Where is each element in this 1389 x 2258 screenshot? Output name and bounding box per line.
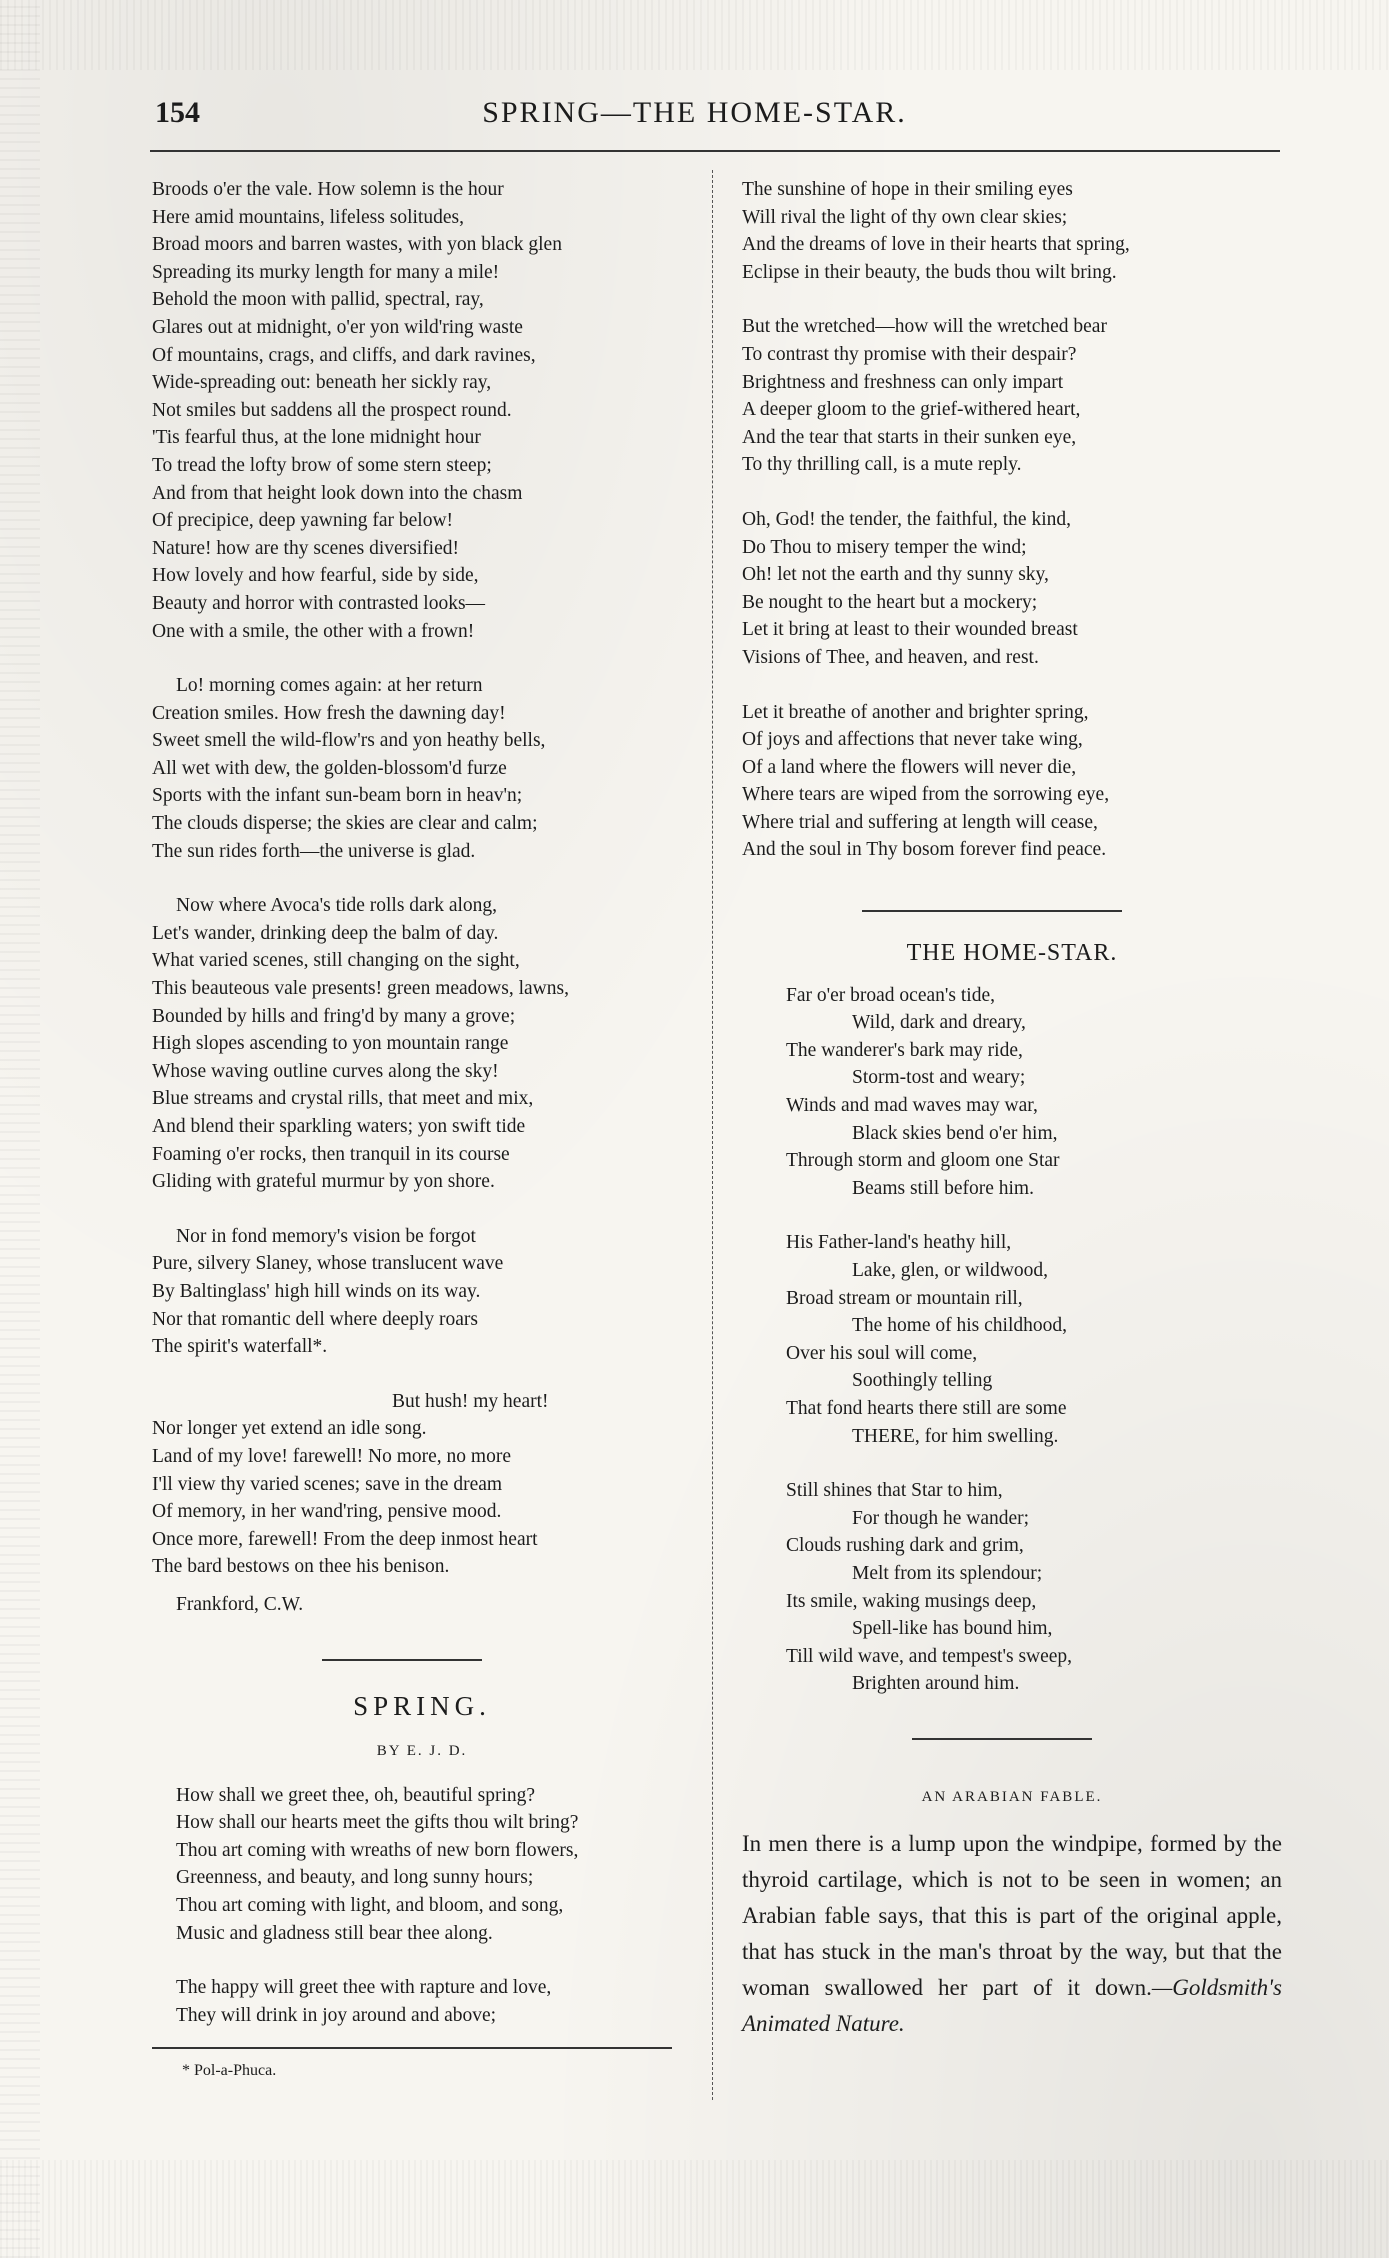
- poem-line: Brighten around him.: [852, 1673, 1020, 1695]
- poem-line: By Baltinglass' high hill winds on its way.: [152, 1280, 481, 1302]
- poem-stanza: [152, 892, 692, 1196]
- scan-noise-left: [0, 0, 40, 2258]
- poem-line: Spreading its murky length for many a mile!: [152, 261, 500, 283]
- poem-line: I'll view thy varied scenes; save in the dream: [152, 1473, 503, 1495]
- section-rule: [322, 1659, 482, 1661]
- poem-line: Broods o'er the vale. How solemn is the hour: [152, 179, 504, 200]
- poem-line: Of precipice, deep yawning far below!: [152, 510, 454, 532]
- poem-line: Creation smiles. How fresh the dawning day!: [152, 702, 506, 724]
- poem-line: The happy will greet thee with rapture and love,: [176, 1977, 552, 1999]
- poem-line: Of a land where the flowers will never die,: [742, 756, 1077, 778]
- poem-line: And the tear that starts in their sunken eye,: [742, 426, 1077, 448]
- poem-line: And from that height look down into the chasm: [152, 482, 523, 504]
- poem-stanza: [742, 506, 1282, 672]
- poem-line: Blue streams and crystal rills, that meet and mix,: [152, 1088, 534, 1110]
- poem-line: Of joys and affections that never take wing,: [742, 729, 1083, 751]
- poem-line: Clouds rushing dark and grim,: [786, 1535, 1024, 1557]
- poem-line: This beauteous vale presents! green meadows, lawns,: [152, 978, 569, 1000]
- poem-stanza: [152, 1974, 692, 2029]
- poem-line: Nor in fond memory's vision be forgot: [176, 1225, 476, 1247]
- poem-line: Glares out at midnight, o'er yon wild'ring waste: [152, 316, 523, 338]
- poem-line: His Father-land's heathy hill,: [786, 1232, 1012, 1254]
- poem-line: Let it breathe of another and brighter spring,: [742, 701, 1089, 723]
- poem-line: The clouds disperse; the skies are clear and calm;: [152, 813, 538, 835]
- poem-line: Whose waving outline curves along the sky!: [152, 1060, 499, 1082]
- poem-line: One with a smile, the other with a frown!: [152, 620, 475, 642]
- poem-line: To tread the lofty brow of some stern steep;: [152, 454, 492, 476]
- poem-line: Where tears are wiped from the sorrowing eye,: [742, 784, 1110, 806]
- column-divider: [712, 170, 713, 2100]
- poem-line: And blend their sparkling waters; yon swift tide: [152, 1116, 526, 1137]
- poem-line: The sun rides forth—the universe is glad.: [152, 840, 476, 862]
- fable-source: —Goldsmith's Animated Nature.: [742, 1974, 1282, 2036]
- poem-line: Oh! let not the earth and thy sunny sky,: [742, 564, 1049, 586]
- poem-line: Nature! how are thy scenes diversified!: [152, 537, 460, 559]
- poem-line: Through storm and gloom one Star: [786, 1150, 1060, 1172]
- poem-line: Storm-tost and weary;: [852, 1067, 1026, 1089]
- poem-line: Sports with the infant sun-beam born in heav'n;: [152, 785, 523, 807]
- poem-line: Brightness and freshness can only impart: [742, 371, 1064, 393]
- poem-line: Oh, God! the tender, the faithful, the kind,: [742, 508, 1072, 530]
- poem-line: But hush! my heart!: [392, 1390, 549, 1412]
- poem-line: Once more, farewell! From the deep inmost heart: [152, 1528, 538, 1550]
- poem-stanza: [742, 313, 1282, 479]
- section-rule: [862, 910, 1122, 912]
- poem-line: Winds and mad waves may war,: [786, 1095, 1038, 1117]
- poem-stanza: [152, 176, 692, 645]
- poem-line: Not smiles but saddens all the prospect round.: [152, 399, 512, 421]
- fable-title: AN ARABIAN FABLE.: [921, 1788, 1103, 1805]
- poem-line: Let it bring at least to their wounded breast: [742, 619, 1078, 641]
- poem-line: Visions of Thee, and heaven, and rest.: [742, 646, 1039, 668]
- poem-line: Melt from its splendour;: [852, 1562, 1043, 1584]
- poem-stanza: [742, 1229, 1282, 1450]
- poem-line: And the dreams of love in their hearts that spring,: [742, 234, 1130, 256]
- poem-line: Beams still before him.: [852, 1177, 1034, 1199]
- poem-line: To thy thrilling call, is a mute reply.: [742, 454, 1022, 476]
- poem-byline: BY E. J. D.: [376, 1743, 468, 1760]
- poem-line: Broad stream or mountain rill,: [786, 1287, 1023, 1309]
- poem-line: That fond hearts there still are some: [786, 1397, 1067, 1419]
- poem-line: Foaming o'er rocks, then tranquil in its course: [152, 1143, 510, 1165]
- poem-line: Spell-like has bound him,: [852, 1618, 1053, 1640]
- poem-stanza: [152, 1388, 692, 1619]
- poem-line: Where trial and suffering at length will cease,: [742, 811, 1098, 833]
- poem-line: For though he wander;: [852, 1507, 1030, 1529]
- poem-line: Gliding with grateful murmur by yon shore.: [152, 1171, 495, 1193]
- poem-line: Thou art coming with light, and bloom, and song,: [176, 1895, 564, 1917]
- poem-signature: Frankford, C.W.: [176, 1593, 304, 1615]
- left-column: [152, 176, 692, 2085]
- poem-line: Music and gladness still bear thee along.: [176, 1922, 493, 1944]
- fable-paragraph: [742, 1826, 1282, 2042]
- fable-text: In men there is a lump upon the windpipe, formed by the thyroid cartilage, which is not to be seen in women; an Arabian fable says, that this is part of the original apple, that has stuck in the man's throat by the way, but that the woman swallowed her part of it down.: [742, 1830, 1282, 2000]
- poem-line: A deeper gloom to the grief-withered heart,: [742, 399, 1081, 421]
- footnote-rule: [152, 2047, 672, 2049]
- page-number: 154: [155, 96, 200, 129]
- poem-line: Greenness, and beauty, and long sunny hours;: [176, 1867, 534, 1889]
- poem-line: Of mountains, crags, and cliffs, and dark ravines,: [152, 344, 536, 366]
- poem-stanza: [742, 176, 1282, 286]
- section-rule: [912, 1738, 1092, 1740]
- poem-line: Wide-spreading out: beneath her sickly ray,: [152, 372, 492, 394]
- poem-line: But the wretched—how will the wretched bear: [742, 316, 1107, 338]
- poem-line: Bounded by hills and fring'd by many a grove;: [152, 1005, 516, 1027]
- running-title: SPRING—THE HOME-STAR.: [482, 96, 907, 129]
- poem-stanza: [152, 1782, 692, 1948]
- poem-line: Let's wander, drinking deep the balm of day.: [152, 922, 499, 944]
- poem-line: Lo! morning comes again: at her return: [176, 675, 483, 697]
- poem-line: The spirit's waterfall*.: [152, 1336, 328, 1358]
- poem-line: Sweet smell the wild-flow'rs and yon heathy bells,: [152, 730, 546, 752]
- poem-stanza: [742, 699, 1282, 865]
- scan-noise-top: [0, 0, 1389, 70]
- footnote: * Pol-a-Phuca.: [182, 2062, 277, 2080]
- poem-line: Black skies bend o'er him,: [852, 1122, 1058, 1144]
- poem-line: Over his soul will come,: [786, 1342, 978, 1364]
- poem-title-home-star: THE HOME-STAR.: [906, 940, 1118, 967]
- poem-line: Its smile, waking musings deep,: [786, 1590, 1037, 1612]
- right-column: [742, 176, 1282, 2042]
- poem-line: Wild, dark and dreary,: [852, 1012, 1026, 1034]
- poem-line: The sunshine of hope in their smiling eyes: [742, 179, 1073, 200]
- poem-line: How shall our hearts meet the gifts thou wilt bring?: [176, 1812, 579, 1834]
- poem-line: THERE, for him swelling.: [852, 1425, 1059, 1447]
- poem-line: Do Thou to misery temper the wind;: [742, 536, 1027, 558]
- poem-title-spring: SPRING.: [353, 1690, 491, 1721]
- poem-line: The bard bestows on thee his benison.: [152, 1556, 450, 1578]
- poem-line: Nor that romantic dell where deeply roars: [152, 1308, 478, 1330]
- poem-line: Broad moors and barren wastes, with yon black glen: [152, 234, 562, 256]
- header-rule: [150, 150, 1280, 152]
- poem-line: How lovely and how fearful, side by side,: [152, 565, 479, 587]
- poem-line: Soothingly telling: [852, 1370, 993, 1392]
- poem-line: Eclipse in their beauty, the buds thou wilt bring.: [742, 261, 1117, 283]
- poem-line: What varied scenes, still changing on the sight,: [152, 950, 520, 972]
- poem-line: Of memory, in her wand'ring, pensive mood.: [152, 1501, 502, 1523]
- poem-line: And the soul in Thy bosom forever find peace.: [742, 839, 1107, 861]
- poem-line: Till wild wave, and tempest's sweep,: [786, 1645, 1073, 1667]
- poem-stanza: [152, 672, 692, 865]
- poem-stanza: [742, 982, 1282, 1203]
- poem-line: Thou art coming with wreaths of new born flowers,: [176, 1839, 579, 1861]
- poem-line: They will drink in joy around and above;: [176, 2004, 497, 2026]
- poem-line: All wet with dew, the golden-blossom'd furze: [152, 757, 507, 779]
- poem-line: High slopes ascending to yon mountain range: [152, 1033, 509, 1055]
- poem-line: Far o'er broad ocean's tide,: [786, 984, 995, 1006]
- poem-line: To contrast thy promise with their despair?: [742, 343, 1077, 365]
- poem-line: Pure, silvery Slaney, whose translucent wave: [152, 1253, 504, 1275]
- poem-line: Here amid mountains, lifeless solitudes,: [152, 206, 464, 228]
- poem-line: Still shines that Star to him,: [786, 1480, 1003, 1502]
- poem-line: Now where Avoca's tide rolls dark along,: [176, 895, 498, 917]
- poem-stanza: [152, 1223, 692, 1361]
- poem-line: Beauty and horror with contrasted looks—: [152, 592, 486, 614]
- poem-line: How shall we greet thee, oh, beautiful spring?: [176, 1784, 536, 1806]
- poem-line: Behold the moon with pallid, spectral, ray,: [152, 289, 484, 311]
- scan-noise-bottom: [0, 2160, 1389, 2258]
- poem-line: Be nought to the heart but a mockery;: [742, 591, 1038, 613]
- poem-line: Will rival the light of thy own clear skies;: [742, 206, 1068, 228]
- poem-line: The wanderer's bark may ride,: [786, 1039, 1023, 1061]
- poem-line: Land of my love! farewell! No more, no more: [152, 1445, 511, 1467]
- poem-line: Nor longer yet extend an idle song.: [152, 1418, 427, 1440]
- poem-line: 'Tis fearful thus, at the lone midnight hour: [152, 427, 481, 449]
- poem-line: The home of his childhood,: [852, 1315, 1068, 1337]
- poem-line: Lake, glen, or wildwood,: [852, 1260, 1049, 1281]
- poem-stanza: [742, 1477, 1282, 1698]
